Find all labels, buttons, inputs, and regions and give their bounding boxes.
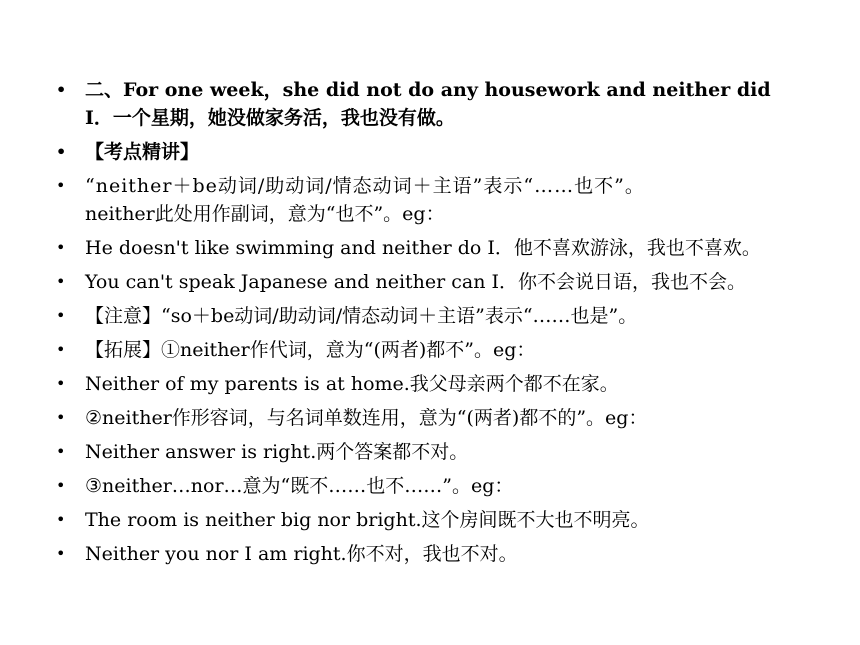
bullet-dot: • <box>56 408 66 427</box>
list-item <box>50 472 830 500</box>
extension-text: 【拓展】①neither作代词，意为“(两者)都不”。eg： <box>85 339 536 361</box>
list-item <box>50 234 830 262</box>
list-item <box>50 76 830 132</box>
bullet-dot: • <box>56 340 66 359</box>
bullet-dot: • <box>56 476 66 495</box>
example-sentence: He doesn't like swimming and neither do I．他不喜欢游泳，我也不喜欢。 <box>85 237 761 259</box>
example-sentence: Neither you nor I am right.你不对，我也不对。 <box>85 543 518 565</box>
bullet-dot: • <box>56 176 66 195</box>
bullet-dot: • <box>56 238 66 257</box>
bullet-dot: • <box>56 442 66 461</box>
list-item <box>50 336 830 364</box>
list-item <box>50 506 830 534</box>
example-sentence: The room is neither big nor bright.这个房间既不大也不明亮。 <box>85 509 650 531</box>
list-item <box>50 370 830 398</box>
list-item <box>50 172 830 228</box>
bullet-dot: • <box>56 272 66 291</box>
list-item <box>50 302 830 330</box>
extension-text: ②neither作形容词，与名词单数连用，意为“(两者)都不的”。eg： <box>85 407 648 429</box>
bullet-list <box>50 76 830 574</box>
example-sentence: You can't speak Japanese and neither can I．你不会说日语，我也不会。 <box>85 271 747 293</box>
note-text: 【注意】“so＋be动词/助动词/情态动词＋主语”表示“……也是”。 <box>85 305 638 327</box>
extension-text: ③neither…nor…意为“既不……也不……”。eg： <box>85 475 514 497</box>
bullet-dot: • <box>56 544 66 563</box>
list-item <box>50 438 830 466</box>
item-text: 二、For one week，she did not do any housework and neither did <box>85 79 771 101</box>
item-text: neither此处用作副词，意为“也不”。eg： <box>85 203 445 225</box>
list-item <box>50 540 830 568</box>
item-text: “neither＋be动词/助动词/情态动词＋主语”表示“……也不”。 <box>85 175 645 197</box>
example-sentence: Neither answer is right.两个答案都不对。 <box>85 441 469 463</box>
item-text: I．一个星期，她没做家务活，我也没有做。 <box>85 107 455 129</box>
bullet-dot: • <box>56 510 66 529</box>
bullet-dot: • <box>56 142 67 161</box>
example-sentence: Neither of my parents is at home.我父母亲两个都不在家。 <box>85 373 619 395</box>
list-item <box>50 138 830 166</box>
bullet-dot: • <box>56 306 66 325</box>
list-item <box>50 268 830 296</box>
section-heading: 【考点精讲】 <box>85 141 200 163</box>
list-item <box>50 404 830 432</box>
bullet-dot: • <box>56 374 66 393</box>
bullet-dot: • <box>56 80 67 99</box>
